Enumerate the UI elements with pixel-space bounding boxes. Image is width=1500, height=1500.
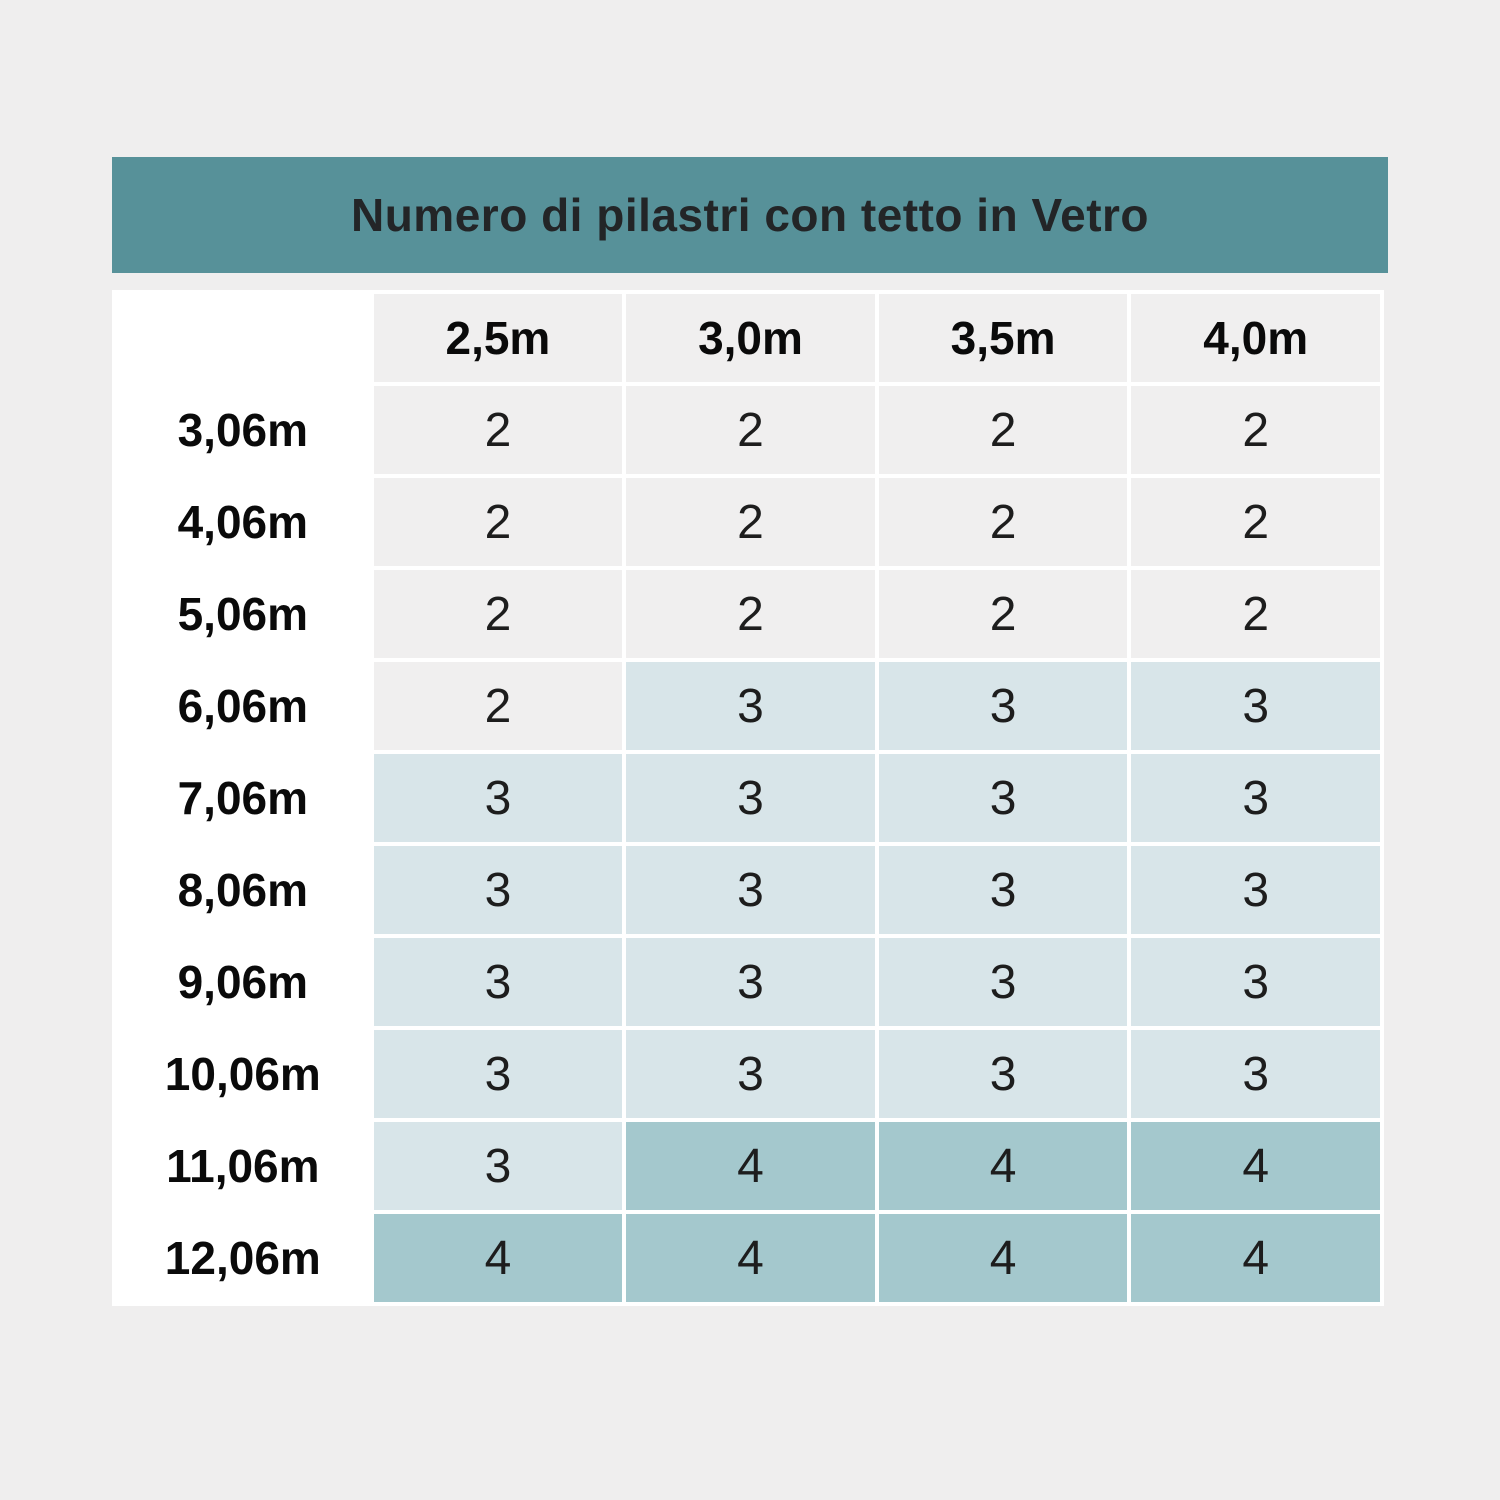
pillar-count-table (112, 290, 1384, 1306)
table-cell: 3 (879, 662, 1128, 750)
row-header: 5,06m (116, 570, 370, 658)
table-cell: 2 (626, 570, 875, 658)
table-cell: 2 (626, 386, 875, 474)
table-cell: 3 (879, 754, 1128, 842)
title-band (112, 157, 1388, 273)
row-header: 11,06m (116, 1122, 370, 1210)
column-header-row (116, 294, 1380, 382)
column-header-3-5m: 3,5m (879, 294, 1128, 382)
table-cell: 3 (626, 662, 875, 750)
table-cell: 2 (1131, 570, 1380, 658)
table-row (116, 846, 1380, 934)
table-cell: 2 (626, 478, 875, 566)
row-header: 7,06m (116, 754, 370, 842)
table-cell: 3 (374, 938, 623, 1026)
table-cell: 3 (626, 846, 875, 934)
column-header-4-0m: 4,0m (1131, 294, 1380, 382)
table-cell: 4 (879, 1214, 1128, 1302)
table-row (116, 570, 1380, 658)
row-header: 9,06m (116, 938, 370, 1026)
table-cell: 4 (626, 1122, 875, 1210)
table-cell: 2 (879, 570, 1128, 658)
table-cell: 3 (879, 1030, 1128, 1118)
table-row (116, 386, 1380, 474)
table-row (116, 754, 1380, 842)
table-row (116, 1214, 1380, 1302)
table-cell: 4 (879, 1122, 1128, 1210)
row-header: 10,06m (116, 1030, 370, 1118)
table-cell: 2 (374, 478, 623, 566)
row-header: 8,06m (116, 846, 370, 934)
table-cell: 3 (879, 846, 1128, 934)
table-cell: 3 (374, 1030, 623, 1118)
table-cell: 3 (374, 1122, 623, 1210)
table-cell: 2 (374, 386, 623, 474)
table-row (116, 938, 1380, 1026)
row-header: 6,06m (116, 662, 370, 750)
table-cell: 4 (1131, 1122, 1380, 1210)
table-cell: 2 (374, 570, 623, 658)
table-cell: 4 (374, 1214, 623, 1302)
table-row (116, 1122, 1380, 1210)
table-cell: 3 (1131, 938, 1380, 1026)
table-row (116, 478, 1380, 566)
table-cell: 2 (374, 662, 623, 750)
row-header: 12,06m (116, 1214, 370, 1302)
table-row (116, 1030, 1380, 1118)
page-title: Numero di pilastri con tetto in Vetro (350, 189, 1150, 241)
row-header: 3,06m (116, 386, 370, 474)
table-cell: 3 (626, 938, 875, 1026)
table-cell: 4 (1131, 1214, 1380, 1302)
table-cell: 3 (374, 846, 623, 934)
column-header-2-5m: 2,5m (374, 294, 623, 382)
table-cell: 2 (1131, 386, 1380, 474)
corner-cell (116, 294, 370, 382)
column-header-3-0m: 3,0m (626, 294, 875, 382)
table-cell: 3 (1131, 846, 1380, 934)
table-cell: 2 (879, 478, 1128, 566)
table-cell: 3 (1131, 754, 1380, 842)
table-cell: 3 (374, 754, 623, 842)
table-cell: 2 (1131, 478, 1380, 566)
table-cell: 3 (879, 938, 1128, 1026)
table-row (116, 662, 1380, 750)
table-body (116, 386, 1380, 1302)
table-cell: 3 (626, 1030, 875, 1118)
table-cell: 3 (626, 754, 875, 842)
table-cell: 2 (879, 386, 1128, 474)
table-cell: 4 (626, 1214, 875, 1302)
table-cell: 3 (1131, 1030, 1380, 1118)
row-header: 4,06m (116, 478, 370, 566)
table-cell: 3 (1131, 662, 1380, 750)
